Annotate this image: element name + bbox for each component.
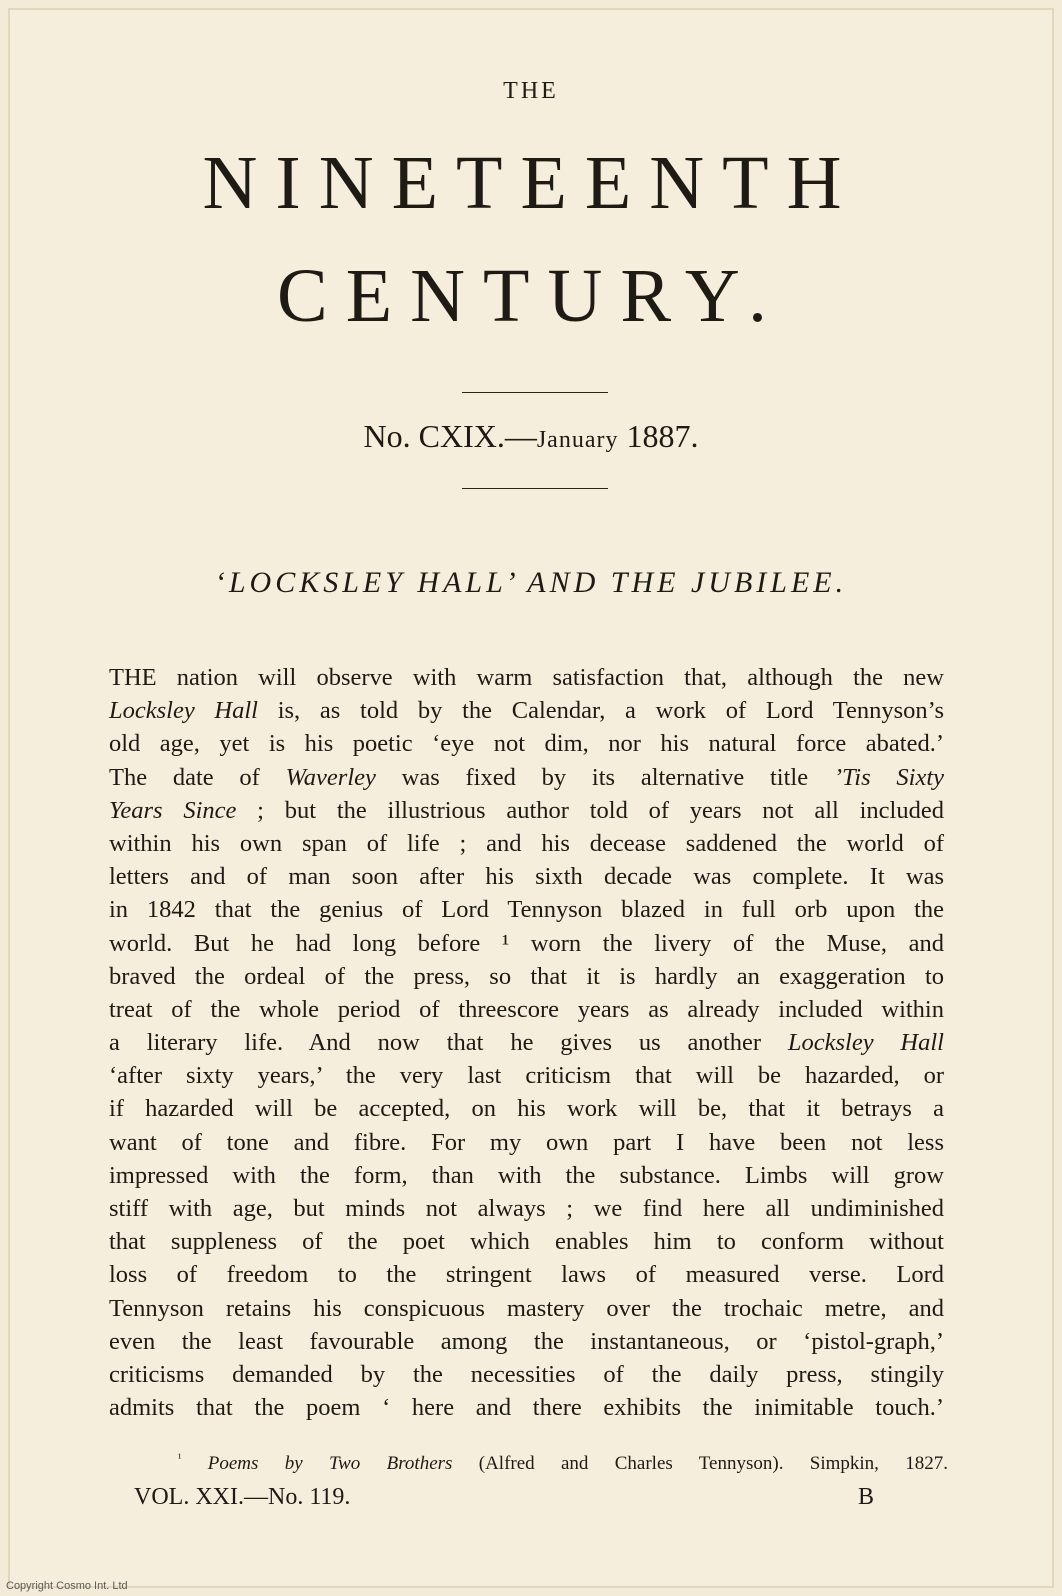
- body-line: world. But he had long before ¹ worn the livery of the Muse, and: [109, 929, 944, 957]
- body-line: loss of freedom to the stringent laws of measured verse. Lord: [109, 1261, 944, 1289]
- article-title: ‘LOCKSLEY HALL’ AND THE JUBILEE.: [214, 566, 848, 599]
- issue-number: No. CXIX.—: [363, 418, 537, 454]
- masthead-title-nineteenth: NINETEENTH: [202, 141, 860, 225]
- footnote: [178, 1453, 948, 1475]
- divider-top: [462, 392, 608, 393]
- page-footer: [134, 1484, 874, 1511]
- body-line: admits that the poem ‘ here and there exhibits the inimitable touch.’: [109, 1394, 944, 1422]
- body-line: stiff with age, but minds not always ; we find here all undiminished: [109, 1195, 944, 1222]
- body-line: treat of the whole period of threescore years as already included within: [109, 995, 944, 1023]
- footnote-title: Poems by Two Brothers: [207, 1453, 453, 1474]
- body-line: braved the ordeal of the press, so that it is hardly an exaggeration to: [109, 962, 944, 990]
- masthead-the: THE: [503, 78, 559, 104]
- body-line: if hazarded will be accepted, on his work will be, that it betrays a: [109, 1095, 944, 1123]
- footnote-text: (Alfred and Charles Tennyson). Simpkin, 1827.: [452, 1453, 948, 1474]
- article-body: [109, 661, 944, 1424]
- body-line: The date of Waverley was fixed by its alternative title ’Tis Sixty: [109, 763, 944, 791]
- body-line: ‘after sixty years,’ the very last criticism that will be hazarded, or: [109, 1062, 944, 1090]
- divider-bottom: [462, 488, 608, 489]
- body-line: criticisms demanded by the necessities of the daily press, stingily: [109, 1360, 944, 1388]
- body-line: a literary life. And now that he gives us another Locksley Hall: [109, 1029, 944, 1057]
- issue-month: January: [536, 427, 619, 453]
- masthead-title-century: CENTURY.: [277, 254, 785, 338]
- body-line: impressed with the form, than with the substance. Limbs will grow: [109, 1161, 944, 1189]
- body-line: letters and of man soon after his sixth decade was complete. It was: [109, 863, 944, 891]
- body-line: Years Since ; but the illustrious author told of years not all included: [109, 796, 944, 824]
- body-line: in 1842 that the genius of Lord Tennyson blazed in full orb upon the: [109, 896, 944, 924]
- signature-mark: B: [857, 1484, 874, 1510]
- volume-line: VOL. XXI.—No. 119.: [134, 1484, 351, 1510]
- body-line: within his own span of life ; and his decease saddened the world of: [109, 829, 944, 857]
- copyright-watermark: Copyright Cosmo Int. Ltd: [6, 1580, 128, 1592]
- body-line: want of tone and fibre. For my own part I have been not less: [109, 1128, 944, 1156]
- body-line: THE nation will observe with warm satisfaction that, although the new: [109, 664, 944, 691]
- body-line: old age, yet is his poetic ‘eye not dim, nor his natural force abated.’: [109, 730, 944, 758]
- body-line: Locksley Hall is, as told by the Calendar, a work of Lord Tennyson’s: [109, 697, 944, 725]
- issue-line: [0, 418, 1062, 455]
- issue-year: 1887.: [626, 418, 699, 454]
- footnote-marker: ¹: [178, 1452, 182, 1465]
- body-line: even the least favourable among the instantaneous, or ‘pistol-graph,’: [109, 1327, 944, 1355]
- body-line: that suppleness of the poet which enables him to conform without: [109, 1228, 944, 1256]
- body-line: Tennyson retains his conspicuous mastery over the trochaic metre, and: [109, 1294, 944, 1322]
